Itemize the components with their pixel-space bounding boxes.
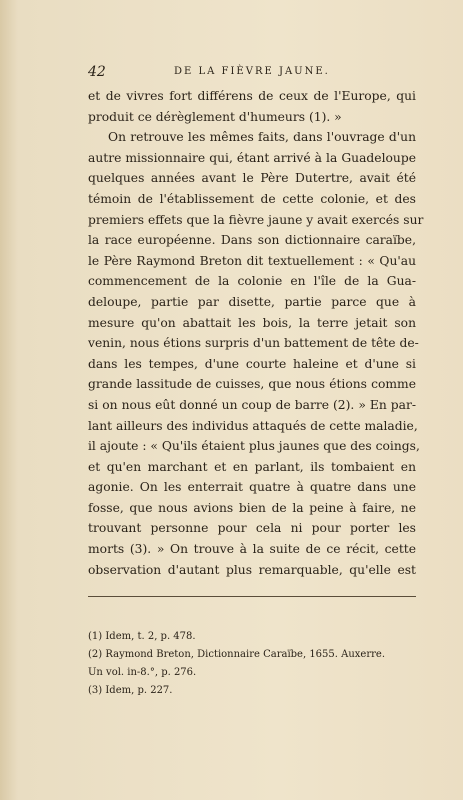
page-header [88, 64, 408, 80]
text-line: On retrouve les mêmes faits, dans l'ouvrage d'un [108, 130, 416, 145]
text-line: lant ailleurs des individus attaqués de cette maladie, [88, 418, 418, 433]
text-line: et de vivres fort différens de ceux de l'Europe, qui [88, 89, 416, 103]
text-line: grande lassitude de cuisses, que nous étions comme [88, 377, 416, 392]
footnotes [88, 628, 416, 700]
text-line: produit ce dérèglement d'humeurs (1). » [88, 109, 342, 124]
footnote: (3) Idem, p. 227. [88, 685, 173, 696]
text-line: agonie. On les enterrait quatre à quatre dans une [88, 480, 416, 495]
text-line: fosse, que nous avions bien de la peine à faire, ne [88, 500, 416, 515]
text-line: premiers effets que la fièvre jaune y avait exercés sur [88, 212, 424, 227]
footnote: (2) Raymond Breton, Dictionnaire Caraïbe, 1655. Auxerre. [88, 649, 386, 660]
text-line: venin, nous étions surpris d'un battement de tête de- [88, 336, 419, 351]
text-line: si on nous eût donné un coup de barre (2). » En par- [88, 397, 416, 412]
text-line: mesure qu'on abattait les bois, la terre jetait son [88, 315, 416, 330]
page-number: 42 [88, 64, 106, 80]
footnote-divider [88, 596, 416, 597]
text-line: quelques années avant le Père Dutertre, avait été [88, 171, 416, 186]
text-line: deloupe, partie par disette, partie parce que à [88, 294, 416, 309]
text-line: dans les tempes, d'une courte haleine et d'une si [88, 356, 416, 371]
text-line: il ajoute : « Qu'ils étaient plus jaunes que des coings, [88, 439, 420, 454]
text-line: autre missionnaire qui, étant arrivé à la Guadeloupe [88, 150, 416, 165]
text-line: le Père Raymond Breton dit textuellement : « Qu'au [88, 253, 416, 268]
text-line: et qu'en marchant et en parlant, ils tombaient en [88, 459, 416, 474]
body-text [88, 86, 424, 580]
running-title: DE LA FIÈVRE JAUNE. [174, 66, 330, 77]
text-line: la race européenne. Dans son dictionnaire caraïbe, [88, 233, 416, 248]
text-line: observation d'autant plus remarquable, qu'elle est [88, 562, 416, 577]
text-line: morts (3). » On trouve à la suite de ce récit, cette [88, 542, 416, 557]
text-line: trouvant personne pour cela ni pour porter les [88, 521, 416, 536]
footnote-continuation: Un vol. in-8.°, p. 276. [88, 667, 197, 678]
text-line: commencement de la colonie en l'île de la Gua- [88, 274, 416, 289]
text-line: témoin de l'établissement de cette colonie, et des [88, 191, 416, 206]
footnote: (1) Idem, t. 2, p. 478. [88, 631, 196, 642]
